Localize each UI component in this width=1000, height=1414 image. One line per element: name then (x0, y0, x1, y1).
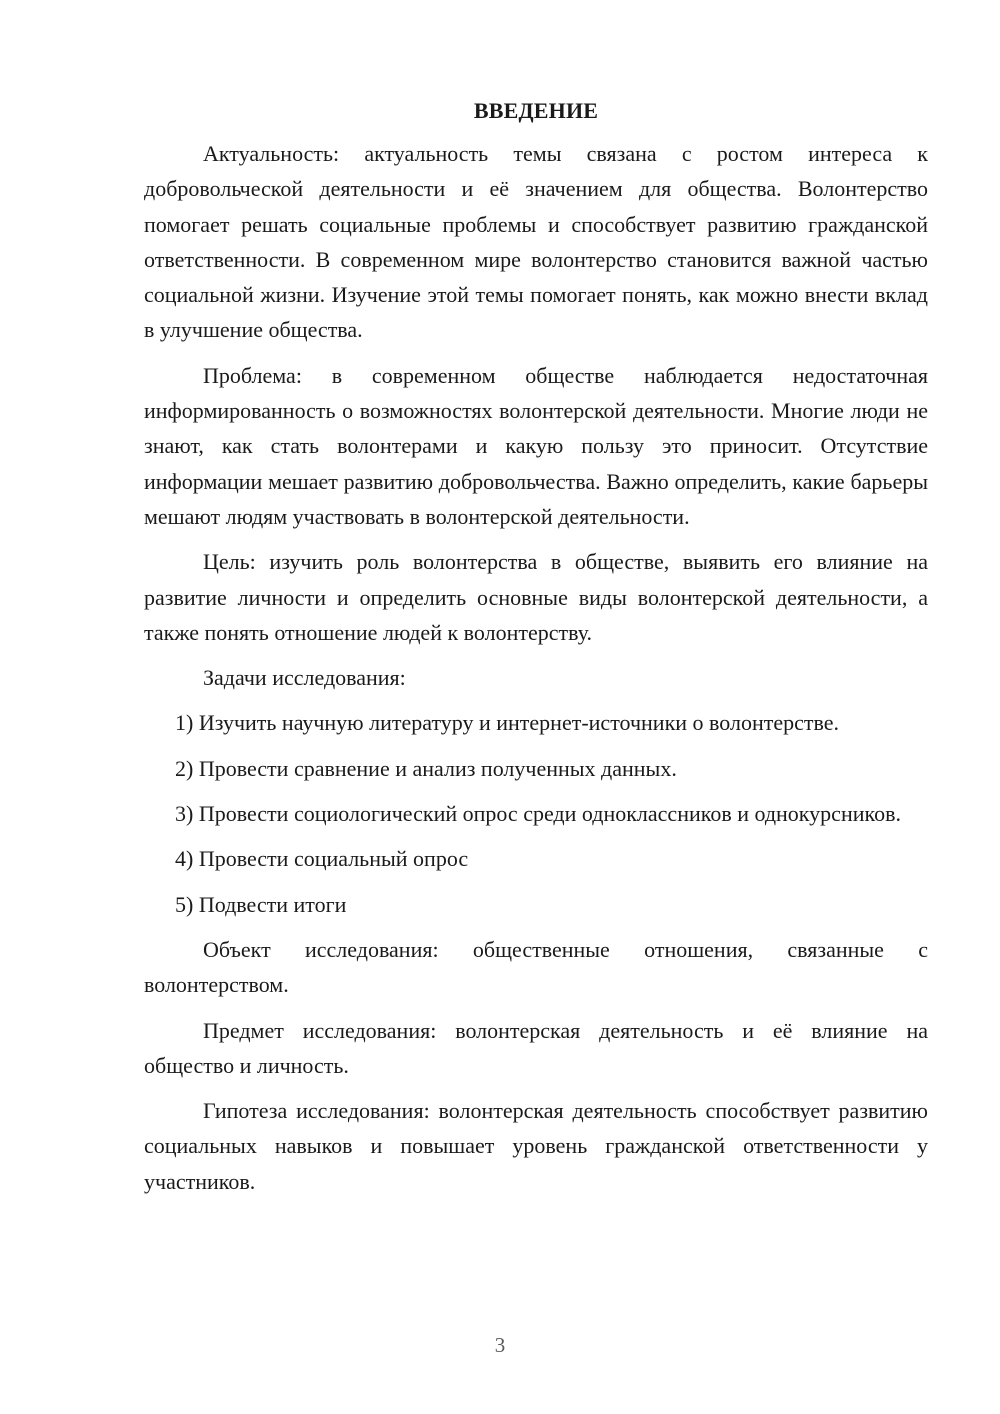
task-item-2: 2) Провести сравнение и анализ полученных данных. (175, 755, 677, 781)
task-item-5: 5) Подвести итоги (175, 891, 347, 917)
paragraph-goal: Цель: изучить роль волонтерства в обществе, выявить его влияние на развитие личности и определить основные виды волонтерской деятельности, а также понять отношение людей к волонтерству. (144, 549, 928, 645)
paragraph-hypothesis: Гипотеза исследования: волонтерская деятельность способствует развитию социальных навыков и повышает уровень гражданской ответственности у участников. (144, 1098, 928, 1194)
tasks-title: Задачи исследования: (203, 665, 406, 691)
page-number: 3 (494, 1333, 506, 1357)
task-item-4: 4) Провести социальный опрос (175, 846, 469, 872)
paragraph-problem: Проблема: в современном обществе наблюдается недостаточная информированность о возможностях волонтерской деятельности. Многие люди не знают, как стать волонтерами и какую пользу это приносит. Отсутствие информации мешает развитию добровольчества. Важно определить, какие барьеры мешают людям участвовать в волонтерской деятельности. (144, 362, 928, 529)
paragraph-relevance: Актуальность: актуальность темы связана с ростом интереса к добровольческой деятельности и её значением для общества. Волонтерство помогает решать социальные проблемы и способствует развитию гражданской ответственности. В современном мире волонтерство становится важной частью социальной жизни. Изучение этой темы помогает понять, как можно внести вклад в улучшение общества. (144, 141, 928, 343)
section-heading: ВВЕДЕНИЕ (473, 98, 599, 123)
document-body (144, 93, 928, 1209)
task-item-3: 3) Провести социологический опрос среди одноклассников и однокурсников. (175, 801, 901, 827)
paragraph-subject: Предмет исследования: волонтерская деятельность и её влияние на общество и личность. (144, 1017, 928, 1078)
task-item-1: 1) Изучить научную литературу и интернет-источники о волонтерстве. (175, 710, 840, 736)
paragraph-object: Объект исследования: общественные отношения, связанные с волонтерством. (144, 936, 928, 998)
